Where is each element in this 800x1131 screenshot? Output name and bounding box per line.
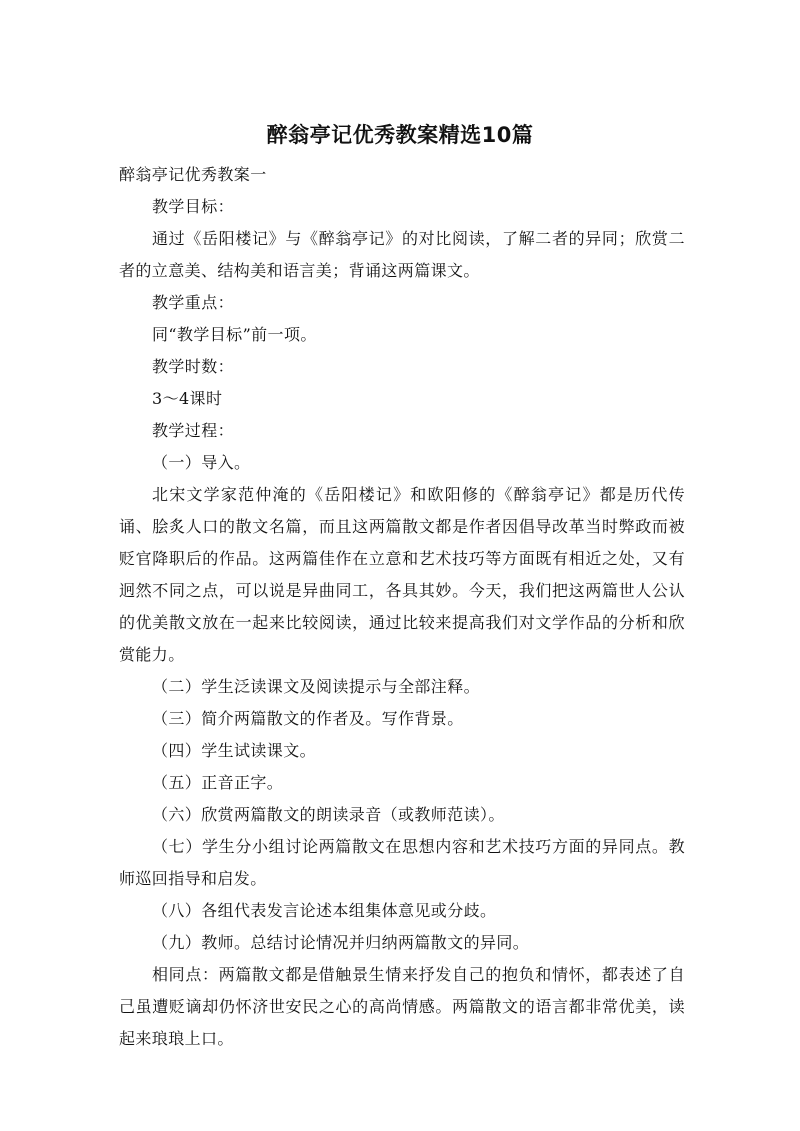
paragraph-hours-label: 教学时数：	[152, 357, 235, 376]
paragraph-objectives: 通过《岳阳楼记》与《醉翁亭记》的对比阅读，了解二者的异同；欣赏二者的立意美、结构美和语言美；背诵这两篇课文。	[119, 229, 685, 280]
paragraph-step-5: （五）正音正字。	[152, 773, 284, 792]
paragraph-step-4: （四）学生试读课文。	[152, 741, 317, 760]
paragraph-step-3: （三）简介两篇散文的作者及。写作背景。	[152, 709, 464, 728]
paragraph-objectives-label: 教学目标：	[152, 197, 235, 216]
paragraph-focus-label: 教学重点：	[152, 293, 235, 312]
paragraph-process-label: 教学过程：	[152, 421, 235, 440]
paragraph-hours: 3～4课时	[152, 389, 223, 408]
paragraph-step-2: （二）学生泛读课文及阅读提示与全部注释。	[152, 677, 481, 696]
paragraph-step-8: （八）各组代表发言论述本组集体意见或分歧。	[152, 901, 497, 920]
paragraph-step-7: （七）学生分小组讨论两篇散文在思想内容和艺术技巧方面的异同点。教师巡回指导和启发。	[119, 837, 685, 888]
paragraph-focus: 同“教学目标”前一项。	[152, 325, 317, 344]
paragraph-step-6: （六）欣赏两篇散文的朗读录音（或教师范读）。	[152, 805, 505, 824]
paragraph-similarities: 相同点：两篇散文都是借触景生情来抒发自己的抱负和情怀，都表述了自己虽遭贬谪却仍怀济世安民之心的高尚情感。两篇散文的语言都非常优美，读起来琅琅上口。	[119, 965, 685, 1048]
paragraph-step-9: （九）教师。总结讨论情况并归纳两篇散文的异同。	[152, 933, 530, 952]
document-title: 醉翁亭记优秀教案精选10篇	[266, 123, 534, 147]
paragraph-step-1: （一）导入。	[152, 453, 251, 472]
document-body	[119, 159, 685, 1055]
paragraph-introduction: 北宋文学家范仲淹的《岳阳楼记》和欧阳修的《醉翁亭记》都是历代传诵、脍炙人口的散文名篇，而且这两篇散文都是作者因倡导改革当时弊政而被贬官降职后的作品。这两篇佳作在立意和艺术技巧等方面既有相近之处，又有迥然不同之点，可以说是异曲同工，各具其妙。今天，我们把这两篇世人公认的优美散文放在一起来比较阅读，通过比较来提高我们对文学作品的分析和欣赏能力。	[119, 485, 685, 664]
section-heading: 醉翁亭记优秀教案一	[119, 165, 267, 184]
